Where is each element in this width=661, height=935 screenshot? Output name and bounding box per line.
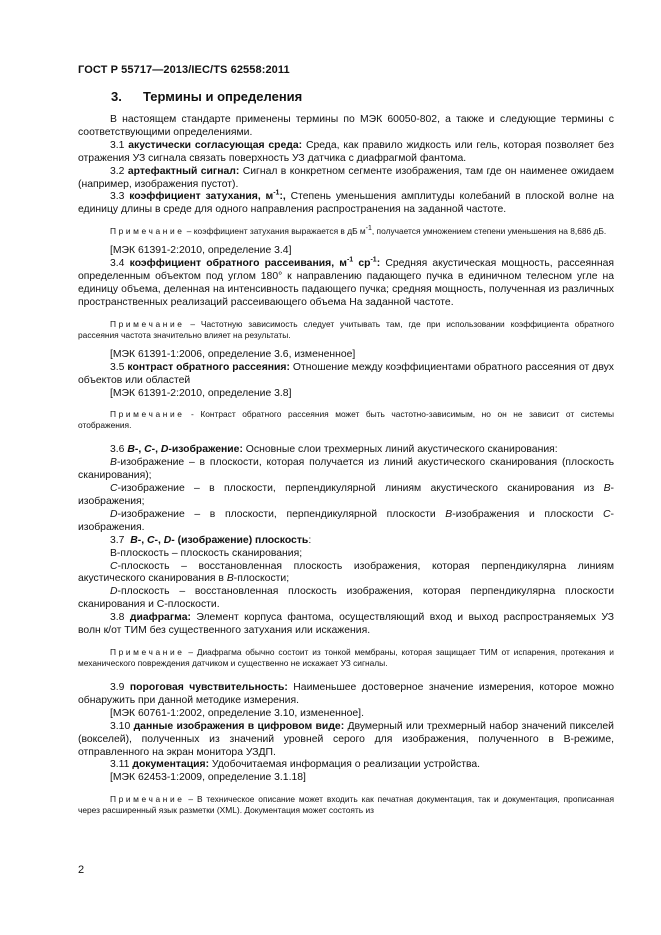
term-3-8: 3.8 диафрагма: Элемент корпуса фантома, осуществляющий вход и выход распространяемых УЗ волн к/от ТИМ без существенного затухания или искажения. xyxy=(78,612,614,637)
document-body xyxy=(78,114,614,816)
ref-3-5-b: [МЭК 61391-2:2010, определение 3.8] xyxy=(110,387,292,399)
page-number: 2 xyxy=(78,864,85,876)
section-title: Термины и определения xyxy=(143,89,303,104)
d-plane-definition: D-плоскость – восстановленная плоскость изображения, которая перпендикулярна плоскости сканирования и С-плоскости. xyxy=(78,586,614,611)
note-3-5: Примечание - Контраст обратного рассеяния может быть частотно-зависимым, но он не зависит от системы отображения. xyxy=(78,409,614,431)
note-3-8: Примечание – Диафрагма обычно состоит из тонкой мембраны, которая защищает ТИМ от испарения, протекания и механического повреждения датчиком и существенно не искажает УЗ сигналы. xyxy=(78,647,614,668)
term-3-1: 3.1 акустически согласующая среда: Среда, как правило жидкость или гель, которая позволяет без отражения УЗ сигнала связать поверхность УЗ датчика с диафрагмой фантома. xyxy=(78,139,615,164)
b-plane-definition: В-плоскость – плоскость сканирования; xyxy=(110,547,303,559)
term-3-3: 3.3 коэффициент затухания, $м^{-1}$:, Степень уменьшения амплитуды колебаний в плоской волне на единицу длины в среде для одного направления распространения на заданной частоте. xyxy=(78,189,614,216)
c-plane-definition: C-плоскость – восстановленная плоскость изображения, которая перпендикулярна линиям акустического сканирования в B-плоскости; xyxy=(78,560,614,585)
intro-paragraph: В настоящем стандарте применены термины по МЭК 60050-802, а также и следующие термины с соответствующими определениями. xyxy=(78,114,614,138)
term-3-4: 3.4 коэффициент обратного рассеивания, $м^{-1}$ $ср^{-1}$: Средняя акустическая мощность, рассеянная определенным объектом под углом 180° к направлению падающего пучка в единичном телесном угле на единицу объема, деленная на интенсивность падающего пучка; средняя мощность, полученная из различных пространственных реализаций рассеивающего объема На заданной частоте. xyxy=(78,256,615,308)
section-heading xyxy=(111,89,302,104)
note-3-11: Примечание – В техническое описание может входить как печатная документация, так и документация, прописанная через расширенный язык разметки (XML). Документация может состоять из xyxy=(78,794,614,816)
note-3-3: Примечание – коэффициент затухания выражается в дБ $м^{-1}$, получается умножением степени уменьшения на 8,686 дБ. xyxy=(110,225,607,237)
ref-3-5-a: [МЭК 61391-1:2006, определение 3.6, измененное] xyxy=(110,348,356,360)
term-3-9: 3.9 пороговая чувствительность: Наименьшее достоверное значение измерения, которое можно обнаружить при данной методике измерения. xyxy=(78,682,614,706)
ref-3-11: [МЭК 62453-1:2009, определение 3.1.18] xyxy=(110,772,306,784)
note-3-4: Примечание – Частотную зависимость следует учитывать там, где при использовании коэффициента обратного рассеяния частота значительно влияет на результаты. xyxy=(78,318,614,340)
term-3-11: 3.11 документация: Удобочитаемая информация о реализации устройства. xyxy=(110,759,481,771)
term-3-5: 3.5 контраст обратного рассеяния: Отношение между коэффициентами обратного рассеяния от двух объектов или областей xyxy=(78,361,615,386)
c-image-definition: C-изображение – в плоскости, перпендикулярной линиям акустического сканирования из B-изображения; xyxy=(78,483,614,508)
ref-3-9: [МЭК 60761-1:2002, определение 3.10, измененное]. xyxy=(110,707,364,719)
term-3-6: 3.6 B-, C-, D-изображение: Основные слои трехмерных линий акустического сканирования: xyxy=(110,444,558,456)
ref-3-4: [МЭК 61391-2:2010, определение 3.4] xyxy=(110,245,292,257)
term-3-10: 3.10 данные изображения в цифровом виде: Двумерный или трехмерный набор значений пикселей (вокселей), полученных из значений уровней серого для изображения, полученного в B-режиме, отправленного на экран монитора УЗДП. xyxy=(78,720,614,758)
section-number: 3. xyxy=(111,89,122,104)
d-image-definition: D-изображение – в плоскости, перпендикулярной плоскости B-изображения и плоскости C-изображения. xyxy=(78,508,614,533)
document-header: ГОСТ Р 55717—2013/IEC/TS 62558:2011 xyxy=(78,64,290,76)
b-image-definition: B-изображение – в плоскости, которая получается из линий акустического сканирования (плоскость сканирования); xyxy=(78,457,614,482)
term-3-2: 3.2 артефактный сигнал: Сигнал в конкретном сегменте изображения, там где он наименее ожидаем (например, изображения пустот). xyxy=(78,165,614,190)
term-3-7: 3.7 B-, C-, D- (изображение) плоскость: xyxy=(110,534,312,546)
